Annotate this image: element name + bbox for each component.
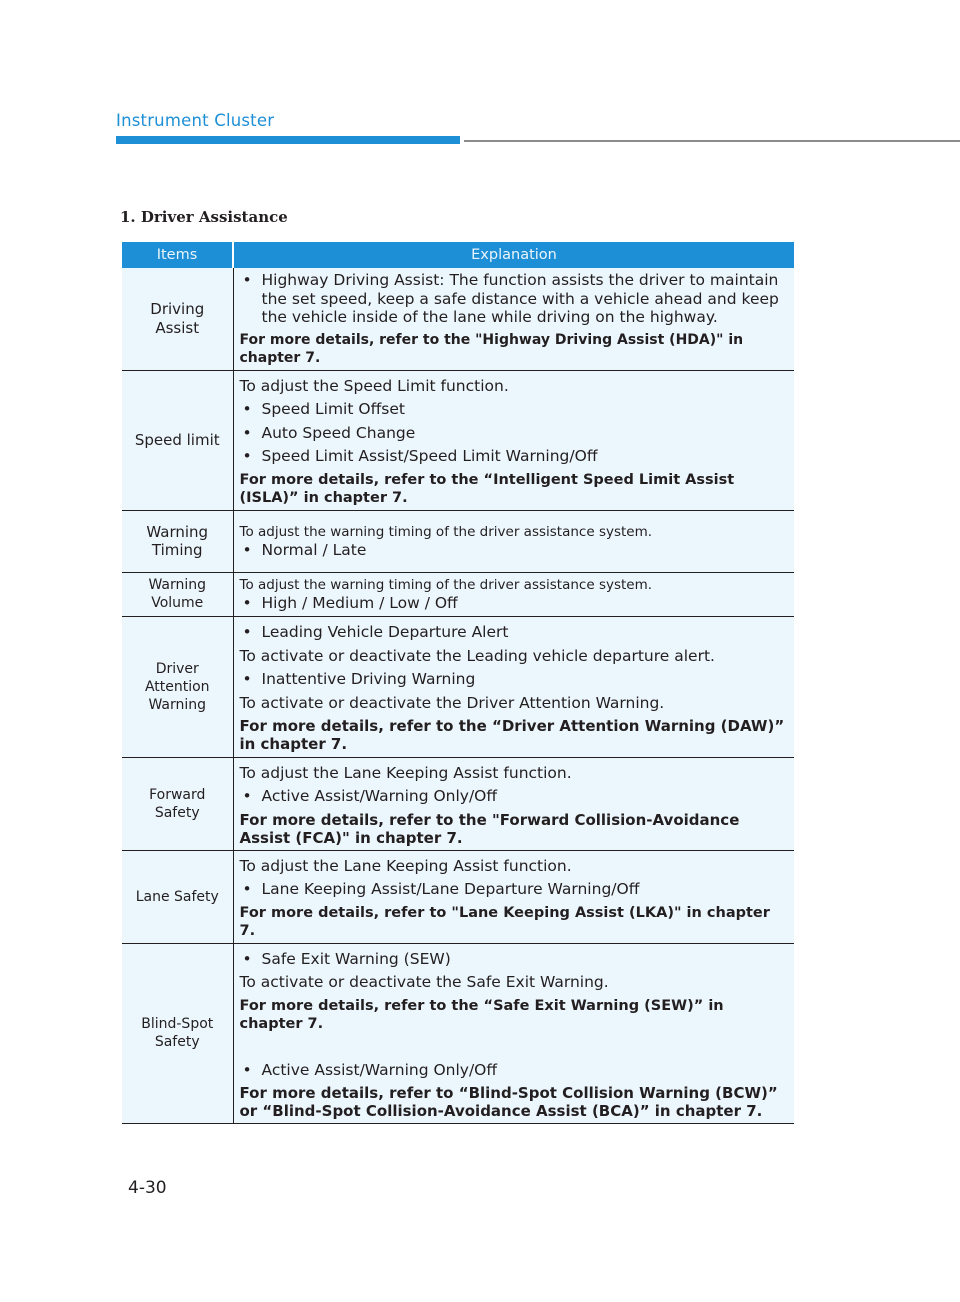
bullet-item: • Inattentive Driving Warning <box>240 670 789 689</box>
bullet-item: • Auto Speed Change <box>240 424 789 443</box>
explanation-cell <box>233 616 794 757</box>
item-lane-safety: Lane Safety <box>122 850 233 943</box>
explanation-cell <box>233 757 794 850</box>
reference-note: For more details, refer to the “Safe Exit Warning (SEW)” in chapter 7. <box>239 997 724 1032</box>
table-row <box>122 850 794 943</box>
table-row <box>122 370 794 510</box>
table-row <box>122 510 794 572</box>
body-text: To activate or deactivate the Safe Exit Warning. <box>239 973 609 991</box>
intro-text: To adjust the Lane Keeping Assist function. <box>239 856 572 875</box>
table-header-row <box>122 242 794 268</box>
column-header-explanation: Explanation <box>233 242 794 268</box>
item-driver-attention-warning: Driver Attention Warning <box>122 616 233 757</box>
bullet-item: • Normal / Late <box>240 541 789 560</box>
bullet-item: • Lane Keeping Assist/Lane Departure Warning/Off <box>240 880 789 899</box>
explanation-cell <box>233 850 794 943</box>
item-warning-timing: Warning Timing <box>122 510 233 572</box>
intro-text: To adjust the warning timing of the driver assistance system. <box>239 523 653 540</box>
table-row <box>122 616 794 757</box>
reference-note: For more details, refer to the “Intelligent Speed Limit Assist (ISLA)” in chapter 7. <box>239 471 735 506</box>
bullet-item: • Active Assist/Warning Only/Off <box>240 787 789 806</box>
table-row <box>122 757 794 850</box>
bullet-item: • Speed Limit Offset <box>240 400 789 419</box>
item-blind-spot-safety: Blind-Spot Safety <box>122 943 233 1124</box>
bullet-item: • High / Medium / Low / Off <box>240 594 789 613</box>
page-number: 4-30 <box>128 1178 167 1198</box>
driver-assistance-table <box>122 242 794 1124</box>
explanation-cell <box>233 510 794 572</box>
running-header: Instrument Cluster <box>116 111 275 130</box>
header-rule <box>464 140 960 142</box>
bullet-item: • Speed Limit Assist/Speed Limit Warning/Off <box>240 447 789 466</box>
body-text: To activate or deactivate the Driver Attention Warning. <box>239 693 665 712</box>
header-accent-bar <box>116 136 460 144</box>
bullet-item: • Leading Vehicle Departure Alert <box>240 623 789 642</box>
reference-note: For more details, refer to "Lane Keeping Assist (LKA)" in chapter 7. <box>239 904 770 939</box>
table-row <box>122 268 794 370</box>
item-driving-assist: Driving Assist <box>122 268 233 370</box>
body-text: To activate or deactivate the Leading vehicle departure alert. <box>239 646 715 665</box>
explanation-cell <box>233 370 794 510</box>
intro-text: To adjust the Lane Keeping Assist function. <box>239 763 572 782</box>
explanation-cell <box>233 268 794 370</box>
item-warning-volume: Warning Volume <box>122 572 233 616</box>
explanation-cell <box>233 943 794 1124</box>
table-row <box>122 572 794 616</box>
table-row <box>122 943 794 1124</box>
item-forward-safety: Forward Safety <box>122 757 233 850</box>
explanation-cell <box>233 572 794 616</box>
bullet-item: • Safe Exit Warning (SEW) <box>240 950 789 969</box>
intro-text: To adjust the Speed Limit function. <box>239 376 509 395</box>
intro-text: To adjust the warning timing of the driver assistance system. <box>239 576 653 593</box>
section-title: 1. Driver Assistance <box>120 208 288 226</box>
bullet-item: • Highway Driving Assist: The function assists the driver to maintain the set speed, keep a safe distance with a vehicle ahead and keep the vehicle inside of the lane while driving on the highway. <box>240 271 789 327</box>
bullet-item: • Active Assist/Warning Only/Off <box>240 1061 789 1080</box>
reference-note: For more details, refer to the "Highway Driving Assist (HDA)" in chapter 7. <box>239 331 744 366</box>
reference-note: For more details, refer to “Blind-Spot Collision Warning (BCW)” or “Blind-Spot Collision-Avoidance Assist (BCA)” in chapter 7. <box>239 1084 778 1120</box>
reference-note: For more details, refer to the “Driver Attention Warning (DAW)” in chapter 7. <box>239 717 785 753</box>
reference-note: For more details, refer to the "Forward Collision-Avoidance Assist (FCA)" in chapter 7. <box>239 810 740 847</box>
item-speed-limit: Speed limit <box>122 370 233 510</box>
column-header-items: Items <box>122 242 233 268</box>
